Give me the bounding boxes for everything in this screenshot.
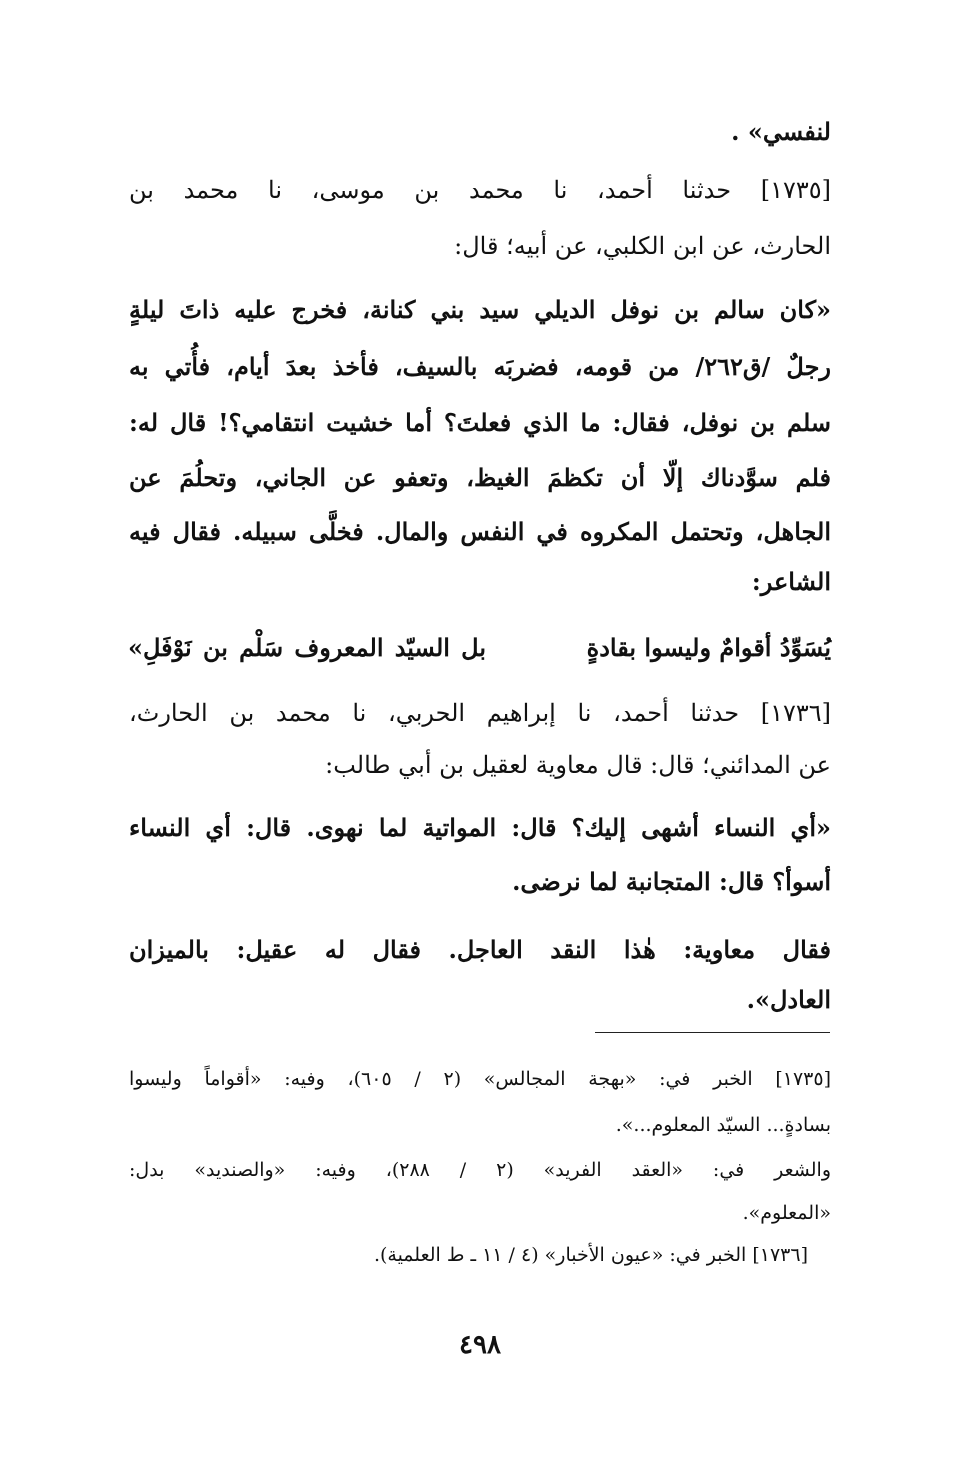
footnote-separator xyxy=(595,1032,830,1033)
text-line: العادل». xyxy=(746,985,831,1014)
text-line: فلم سوَّدناك إلّا أن تكظمَ الغيظ، وتعفو عن الجاني، وتحلُمَ عن xyxy=(129,463,831,492)
narration-line: [١٧٣٦] حدثنا أحمد، نا إبراهيم الحربي، نا محمد بن الحارث، xyxy=(129,699,831,727)
verse-first-hemistich: يُسَوِّدُ أقوامٌ وليسوا بقادةٍ xyxy=(586,633,831,662)
text-line: رجلٌ /ق٢٦٢/ من قومه، فضربَه بالسيف، فأخذ بعدَ أيام، فأُتي به xyxy=(129,352,832,381)
text-line: أسوأ؟ قال: المتجانبة لما نرضى. xyxy=(512,867,831,896)
footnote-line: «المعلوم». xyxy=(742,1202,831,1224)
verse-second-hemistich: بل السيّد المعروف سَلْم بن نَوْفَلِ» xyxy=(128,633,486,662)
text-line: الجاهل، وتحتمل المكروه في النفس والمال. فخلَّى سبيله. فقال فيه xyxy=(129,517,831,546)
footnote-line: [١٧٣٦] الخبر في: «عيون الأخبار» (٤ / ١١ ـ ط العلمية). xyxy=(373,1244,808,1266)
footnote-line: بسادةٍ... السيّد المعلوم...». xyxy=(615,1114,831,1136)
narration-line: الحارث، عن ابن الكلبي، عن أبيه؛ قال: xyxy=(454,232,831,260)
text-line: لنفسي» . xyxy=(731,117,831,146)
footnote-line: والشعر في: «العقد الفريد» (٢ / ٢٨٨)، وفيه: «والصنديد» بدل: xyxy=(129,1159,831,1181)
text-line: «كان سالم بن نوفل الديلي سيد بني كنانة، فخرج عليه ذاتَ ليلةٍ xyxy=(129,295,831,324)
narration-line: [١٧٣٥] حدثنا أحمد، نا محمد بن موسى، نا محمد بن xyxy=(129,176,831,204)
narration-line: عن المدائني؛ قال: قال معاوية لعقيل بن أبي طالب: xyxy=(325,751,831,779)
text-line: سلم بن نوفل، فقال: ما الذي فعلتَ؟ أما خشيت انتقامي؟! قال له: xyxy=(129,408,831,437)
text-line: الشاعر: xyxy=(751,567,831,596)
page-number: ٤٩٨ xyxy=(459,1330,501,1360)
text-line: فقال معاوية: هٰذا النقد العاجل. فقال له عقيل: بالميزان xyxy=(129,935,831,964)
text-line: «أي النساء أشهى إليك؟ قال: المواتية لما نهوى. قال: أي النساء xyxy=(129,813,831,842)
footnote-line: [١٧٣٥] الخبر في: «بهجة المجالس» (٢ / ٦٠٥)، وفيه: «أقواماً وليسوا xyxy=(129,1068,832,1090)
